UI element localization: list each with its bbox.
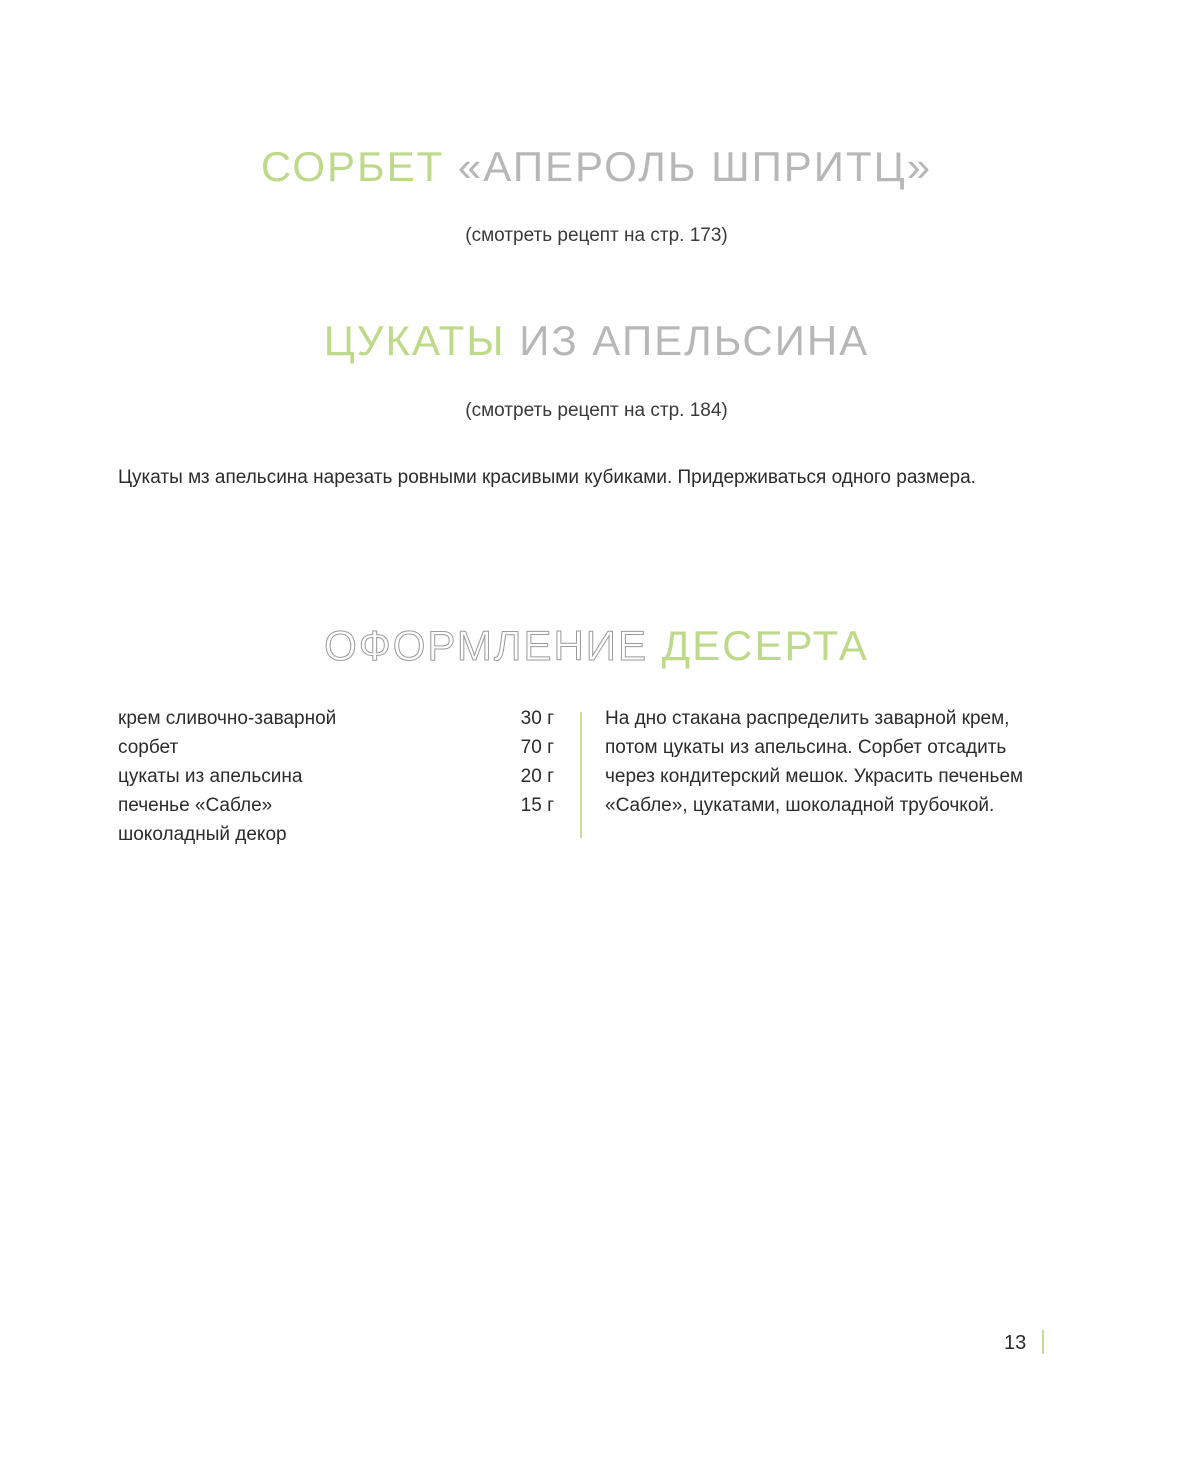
ingredient-qty [554, 820, 558, 849]
column-divider [580, 712, 582, 838]
candied-title [0, 316, 1193, 366]
decoration-instructions: На дно стакана распределить заварной крем, потом цукаты из апельсина. Сорбет отсадить через кондитерский мешок. Украсить печеньем «Сабле», цукатами, шоколадной трубочкой. [605, 708, 1024, 816]
ingredient-name: крем сливочно-заварной [118, 708, 337, 729]
page-number-bar [1042, 1330, 1044, 1354]
candied-paragraph: Цукаты мз апельсина нарезать ровными красивыми кубиками. Придерживаться одного размера. [118, 467, 976, 488]
ingredient-name: шоколадный декор [118, 824, 287, 845]
ingredient-qty: 30 г [520, 708, 554, 729]
sorbet-title-accent: СОРБЕТ [260, 143, 445, 190]
sorbet-title [0, 142, 1193, 192]
page-number: 13 [1004, 1332, 1027, 1354]
candied-recipe-reference: (смотреть рецепт на стр. 184) [465, 400, 728, 421]
sorbet-recipe-reference: (смотреть рецепт на стр. 173) [465, 225, 728, 246]
sorbet-title-rest: «АПЕРОЛЬ ШПРИТЦ» [457, 143, 933, 190]
ingredients-list [118, 704, 558, 849]
ingredient-qty: 15 г [520, 795, 554, 816]
ingredient-name: цукаты из апельсина [118, 766, 303, 787]
candied-title-accent: ЦУКАТЫ [323, 317, 506, 364]
decoration-title [0, 621, 1193, 671]
ingredient-row [118, 762, 558, 791]
ingredient-row [118, 704, 558, 733]
ingredient-row [118, 791, 558, 820]
ingredient-name: печенье «Сабле» [118, 795, 273, 816]
ingredient-qty: 70 г [520, 737, 554, 758]
ingredient-qty: 20 г [520, 766, 554, 787]
candied-title-rest: ИЗ АПЕЛЬСИНА [519, 317, 870, 364]
decoration-title-accent: ДЕСЕРТА [661, 622, 869, 669]
ingredient-row [118, 820, 558, 849]
ingredient-row [118, 733, 558, 762]
decoration-title-rest: ОФОРМЛЕНИЕ [324, 622, 648, 669]
ingredient-name: сорбет [118, 737, 179, 758]
